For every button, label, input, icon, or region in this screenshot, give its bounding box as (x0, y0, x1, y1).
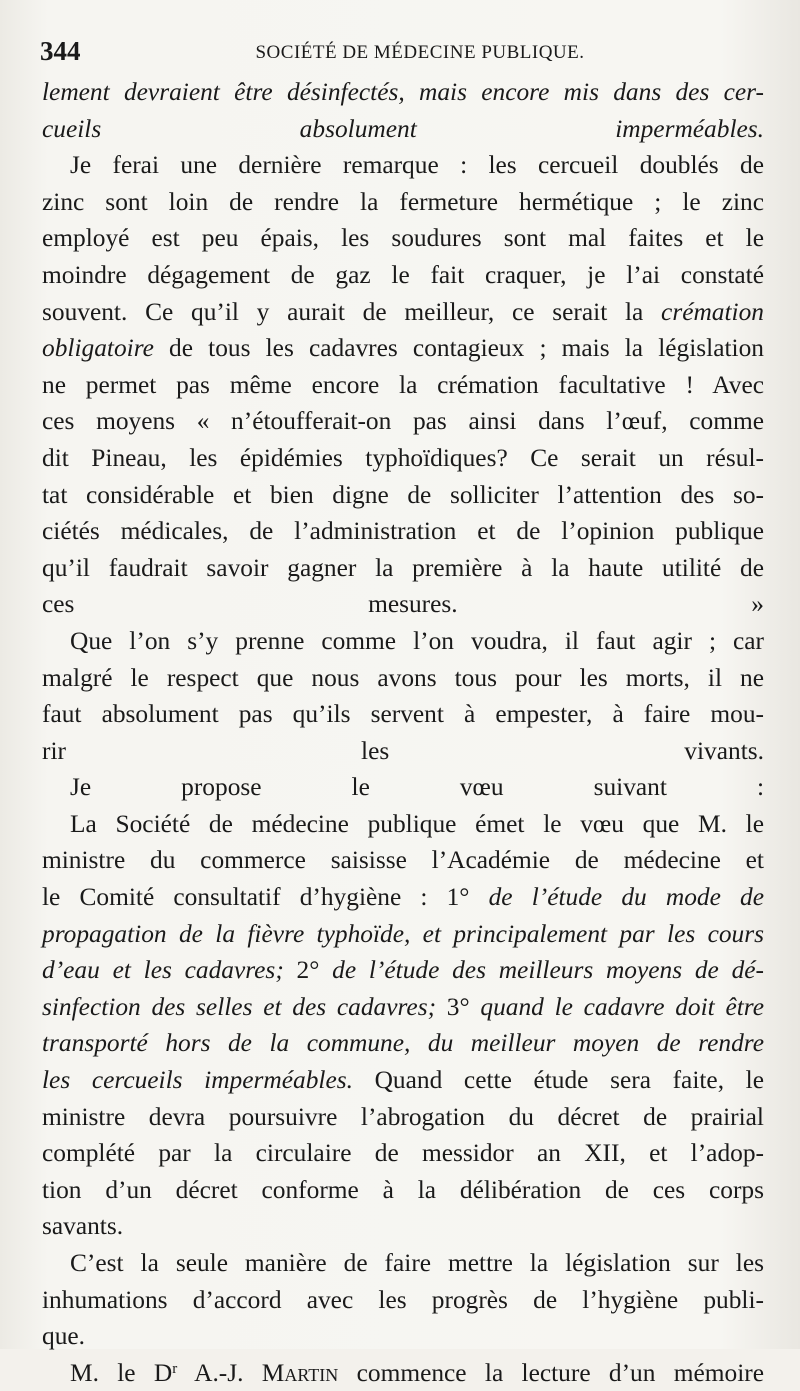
text-run: complété par la circulaire de messidor an XII, et l’adop- (42, 1139, 764, 1168)
text-run: Je ferai une dernière remarque : les cercueil doublés de (70, 151, 764, 180)
text-line (42, 367, 764, 404)
text-line (42, 1282, 764, 1319)
text-run: ministre devra poursuivre l’abrogation du décret de prairial (42, 1102, 764, 1131)
italic-text: transporté hors de la commune, du meilleur moyen de rendre (42, 1029, 764, 1058)
text-run: dit Pineau, les épidémies typhoïdiques? Ce serait un résul- (42, 443, 764, 472)
text-run: La Société de médecine publique émet le vœu que M. le (70, 809, 764, 838)
italic-text: les cercueils imperméables. (42, 1066, 353, 1095)
text-line (42, 989, 764, 1026)
text-line (42, 1208, 764, 1245)
text-run: que. (42, 1322, 86, 1351)
text-run: rir les vivants. (42, 736, 764, 765)
text-line (42, 184, 764, 221)
text-run: de tous les cadavres contagieux ; mais la législation (153, 334, 764, 363)
text-run: tat considérable et bien digne de solliciter l’attention des so- (42, 480, 764, 509)
text-line (42, 330, 764, 367)
text-run: qu’il faudrait savoir gagner la première à la haute utilité de (42, 553, 764, 582)
italic-text: propagation de la fièvre typhoïde, et principalement par les cours (42, 919, 764, 948)
text-line (42, 586, 764, 623)
text-run: zinc sont loin de rendre la fermeture hermétique ; le zinc (42, 187, 764, 216)
body-text (42, 74, 764, 1391)
text-run: malgré le respect que nous avons tous pour les morts, il ne (42, 663, 764, 692)
text-run: 2° (283, 956, 333, 985)
text-run: M. le D (70, 1358, 173, 1387)
text-run: commence la lecture d’un mémoire (338, 1358, 764, 1387)
text-line (42, 74, 764, 111)
text-run: tion d’un décret conforme à la délibération de ces corps (42, 1175, 764, 1204)
italic-text: obligatoire (42, 334, 154, 363)
text-line (42, 257, 764, 294)
text-run: employé est peu épais, les soudures sont mal faites et le (42, 224, 764, 253)
italic-text: de l’étude des meilleurs moyens de dé- (332, 956, 764, 985)
text-line (42, 403, 764, 440)
text-run: souvent. Ce qu’il y aurait de meilleur, ce serait la (42, 297, 662, 326)
italic-text: cueils absolument imperméables. (42, 114, 764, 143)
text-line (42, 952, 764, 989)
italic-text: lement devraient être désinfectés, mais encore mis dans des cer- (42, 78, 764, 106)
text-run: Quand cette étude sera faite, le (352, 1066, 764, 1095)
text-run: faut absolument pas qu’ils servent à empester, à faire mou- (42, 700, 764, 729)
text-run: Que l’on s’y prenne comme l’on voudra, il faut agir ; car (70, 626, 764, 655)
text-line (42, 513, 764, 550)
text-line (42, 733, 764, 770)
italic-text: d’eau et les cadavres; (42, 956, 284, 985)
text-line (42, 1099, 764, 1136)
text-line (42, 879, 764, 916)
text-run: C’est la seule manière de faire mettre la législation sur les (70, 1249, 764, 1277)
text-run: ces mesures. » (42, 590, 764, 619)
page-number: 344 (40, 36, 81, 66)
text-line (42, 696, 764, 733)
text-run: ces moyens « n’étoufferait-on pas ainsi dans l’œuf, comme (42, 407, 764, 436)
italic-text: de l’étude du mode de (488, 883, 765, 912)
text-line (42, 806, 764, 843)
running-head: SOCIÉTÉ DE MÉDECINE PUBLIQUE. (255, 42, 585, 63)
text-run: ne permet pas même encore la crémation facultative ! Avec (42, 370, 764, 399)
text-run: Je propose le vœu suivant : (70, 773, 764, 802)
text-line (42, 1025, 764, 1062)
text-line (42, 1245, 764, 1282)
text-line (42, 220, 764, 257)
text-line (42, 916, 764, 953)
text-line (42, 842, 764, 879)
text-line (42, 623, 764, 660)
text-line (42, 660, 764, 697)
page-header (40, 36, 770, 76)
italic-text: quand le cadavre doit être (480, 992, 765, 1021)
text-run: le Comité consultatif d’hygiène : 1° (42, 883, 489, 912)
text-line (42, 1318, 764, 1355)
text-run: 3° (436, 992, 481, 1021)
text-line (42, 1172, 764, 1209)
text-run: inhumations d’accord avec les progrès de l’hygiène publi- (42, 1285, 764, 1314)
text-line (42, 1355, 764, 1391)
text-line (42, 294, 764, 331)
text-line (42, 147, 764, 184)
text-run: A.-J. (177, 1358, 262, 1387)
text-line (42, 477, 764, 514)
text-line (42, 1135, 764, 1172)
text-run: r (172, 1360, 178, 1377)
text-line (42, 769, 764, 806)
text-run: savants. (42, 1212, 124, 1241)
italic-text: sinfection des selles et des cadavres; (42, 992, 437, 1021)
text-line (42, 1062, 764, 1099)
text-run: Martin (261, 1358, 339, 1387)
text-run: ciétés médicales, de l’administration et de l’opinion publique (42, 517, 764, 546)
text-run: moindre dégagement de gaz le fait craquer, je l’ai constaté (42, 260, 764, 289)
text-run: ministre du commerce saisisse l’Académie de médecine et (42, 846, 764, 875)
text-line (42, 550, 764, 587)
italic-text: crémation (661, 297, 764, 326)
text-line (42, 440, 764, 477)
text-line (42, 111, 764, 148)
